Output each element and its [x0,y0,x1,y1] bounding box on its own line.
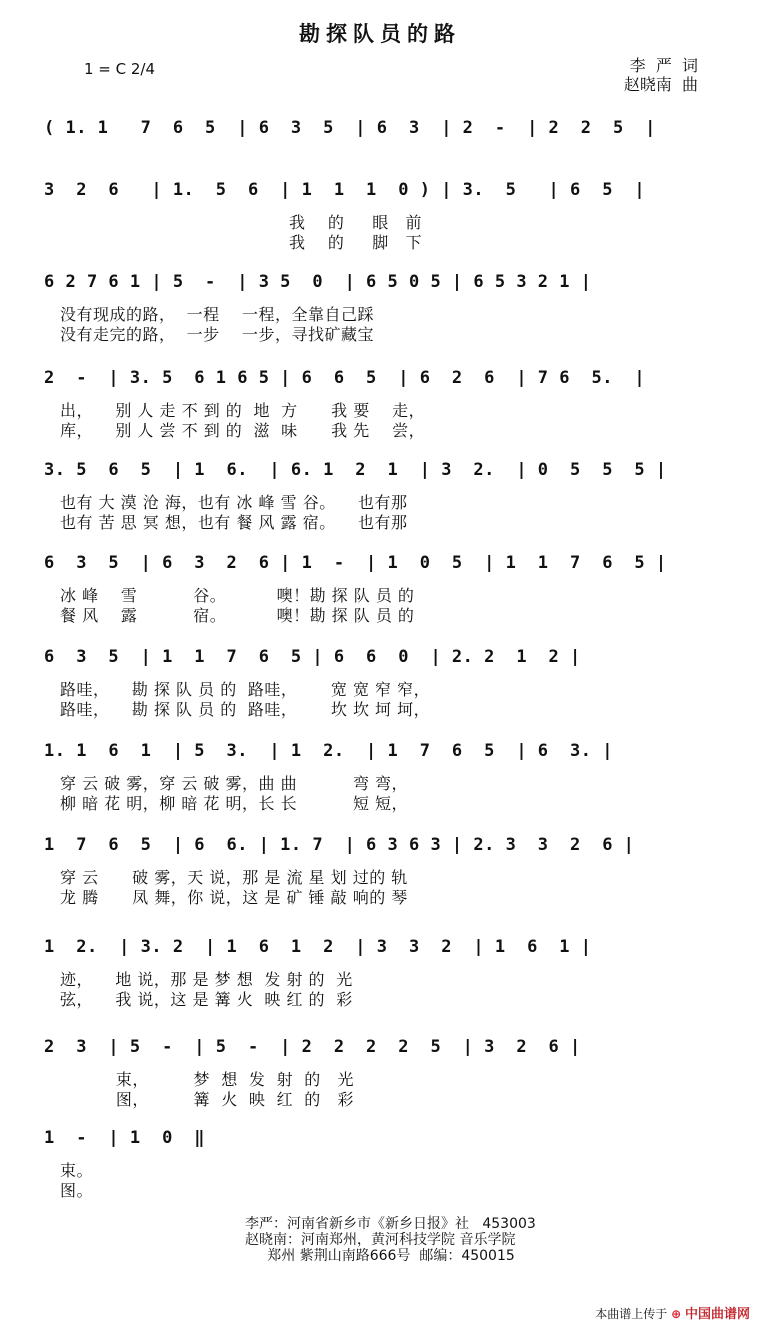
lyrics-verse-1: 没有现成的路， 一程 一程，全靠自己踩 [60,305,375,324]
notation-line: 2 - | 3. 5 6 1 6 5 | 6 6 5 | 6 2 6 | 7 6 5. | [44,368,646,388]
lyrics-verse-2: 库， 别 人 尝 不 到 的 滋 味 我 先 尝， [60,421,426,440]
notation-line: 1 7 6 5 | 6 6. | 1. 7 | 6 3 6 3 | 2. 3 3 2 6 | [44,835,635,855]
notation-line: 6 3 5 | 1 1 7 6 5 | 6 6 0 | 2. 2 1 2 | [44,647,581,667]
footer-line-2: 赵晓南：河南郑州，黄河科技学院 音乐学院 [245,1232,516,1248]
notation-line: 1. 1 6 1 | 5 3. | 1 2. | 1 7 6 5 | 6 3. | [44,741,613,761]
notation-line: 6 3 5 | 6 3 2 6 | 1 - | 1 0 5 | 1 1 7 6 5 | [44,553,667,573]
notation-line: 6 2 7 6 1 | 5 - | 3 5 0 | 6 5 0 5 | 6 5 3 2 1 | [44,272,592,292]
notation-line: 3. 5 6 5 | 1 6. | 6. 1 2 1 | 3 2. | 0 5 5 5 | [44,460,667,480]
lyrics-verse-2: 图。 [60,1181,94,1200]
credits [618,56,698,94]
upload-prefix: 本曲谱上传于 [595,1307,668,1321]
lyrics-verse-1: 冰 峰 雪 谷。 噢！勘 探 队 员 的 [60,586,415,605]
lyrics-verse-1: 束。 [60,1161,94,1180]
score-title: 勘探队员的路 [299,22,461,46]
notation-line: 1 - | 1 0 ‖ [44,1128,206,1148]
lyrics-verse-2: 没有走完的路， 一步 一步，寻找矿藏宝 [60,325,375,344]
lyrics-verse-1: 出， 别 人 走 不 到 的 地 方 我 要 走， [60,401,426,420]
lyrics-verse-2: 我 的 脚 下 [60,233,423,252]
notation-line: 3 2 6 | 1. 5 6 | 1 1 1 0 ) | 3. 5 | 6 5 | [44,180,646,200]
site-brand[interactable]: 中国曲谱网 [684,1307,750,1322]
upload-note [595,1303,750,1322]
key-signature: 1 = C 2/4 [84,60,156,78]
footer-addresses [245,1216,536,1264]
lyrics-verse-1: 穿 云 破 雾，天 说，那 是 流 星 划 过的 轨 [60,868,408,887]
footer-line-3: 郑州 紫荆山南路666号 邮编：450015 [245,1248,515,1264]
notation-line: ( 1. 1 7 6 5 | 6 3 5 | 6 3 | 2 - | 2 2 5 | [44,118,656,138]
lyrics-verse-1: 迹， 地 说，那 是 梦 想 发 射 的 光 [60,970,353,989]
lyrics-verse-2: 柳 暗 花 明，柳 暗 花 明，长 长 短 短， [60,794,409,813]
lyrics-verse-1: 路哇， 勘 探 队 员 的 路哇， 宽 宽 窄 窄， [60,680,431,699]
lyrics-verse-2: 路哇， 勘 探 队 员 的 路哇， 坎 坎 坷 坷， [60,700,431,719]
notation-line: 1 2. | 3. 2 | 1 6 1 2 | 3 3 2 | 1 6 1 | [44,937,592,957]
footer-line-1: 李严：河南省新乡市《新乡日报》社 453003 [245,1216,536,1232]
lyrics-verse-2: 弦， 我 说，这 是 篝 火 映 红 的 彩 [60,990,353,1009]
lyrics-verse-1: 我 的 眼 前 [60,213,423,232]
notation-line: 2 3 | 5 - | 5 - | 2 2 2 2 5 | 3 2 6 | [44,1037,581,1057]
composer-credit: 赵晓南 曲 [623,75,698,94]
lyricist-credit: 李 严 词 [629,56,698,75]
lyrics-verse-1: 束， 梦 想 发 射 的 光 [60,1070,354,1089]
lyrics-verse-1: 也有 大 漠 沧 海，也有 冰 峰 雪 谷。 也有那 [60,493,408,512]
lyrics-verse-2: 也有 苦 思 冥 想，也有 餐 风 露 宿。 也有那 [60,513,408,532]
lyrics-verse-1: 穿 云 破 雾，穿 云 破 雾，曲 曲 弯 弯， [60,774,409,793]
site-logo-icon: ⊕ [671,1307,682,1321]
lyrics-verse-2: 餐 风 露 宿。 噢！勘 探 队 员 的 [60,606,415,625]
lyrics-verse-2: 图， 篝 火 映 红 的 彩 [60,1090,354,1109]
lyrics-verse-2: 龙 腾 凤 舞，你 说，这 是 矿 锤 敲 响的 琴 [60,888,408,907]
